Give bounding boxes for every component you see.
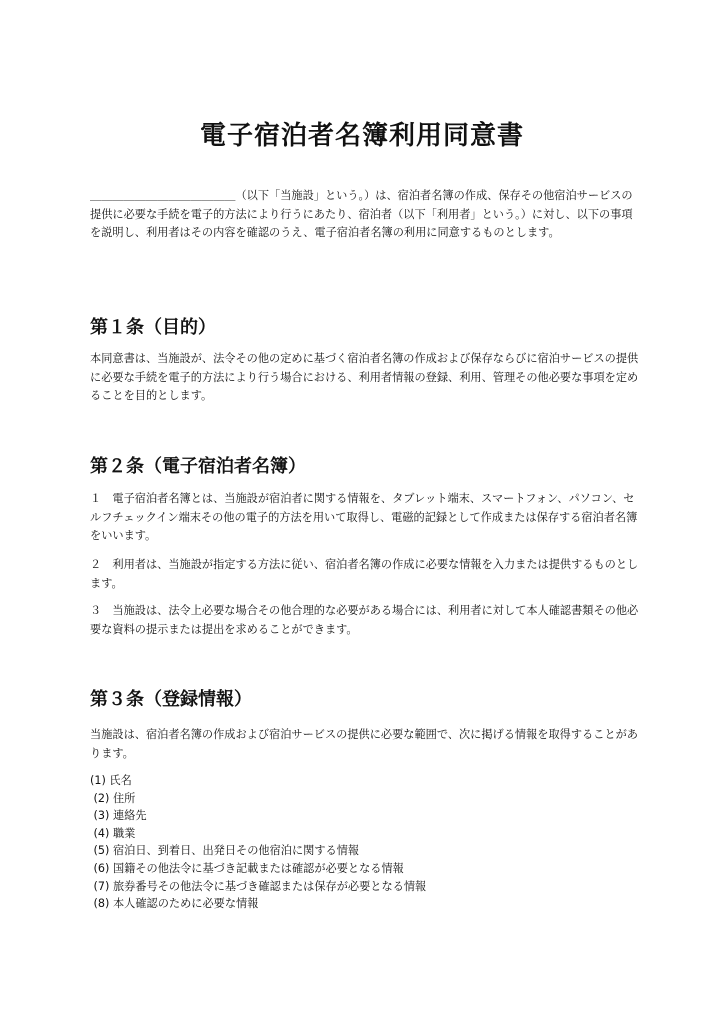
list-item: (3) 連絡先 (90, 809, 147, 823)
article-2-paragraph-1: １ 電子宿泊者名簿とは、当施設が宿泊者に関する情報を、タブレット端末、スマートフォン、パソコン、セルフチェックイン端末その他の電子的方法を用いて取得し、電磁的記録として作成または保存する宿泊者名簿をいいます。 (90, 492, 638, 542)
article-3-body: 当施設は、宿泊者名簿の作成および宿泊サービスの提供に必要な範囲で、次に掲げる情報を取得することがあります。 (90, 728, 638, 760)
article-3-heading: 第３条（登録情報） (90, 689, 252, 710)
article-2-paragraph-2: ２ 利用者は、当施設が指定する方法に従い、宿泊者名簿の作成に必要な情報を入力または提供するものとします。 (90, 558, 639, 590)
article-1-heading: 第１条（目的） (90, 317, 216, 338)
article-2-paragraph-3: ３ 当施設は、法令上必要な場合その他合理的な必要がある場合には、利用者に対して本人確認書類その他必要な資料の提示または提出を求めることができます。 (90, 604, 639, 636)
intro-paragraph: ＿＿＿＿＿＿＿＿＿＿＿＿＿（以下「当施設」という。）は、宿泊者名簿の作成、保存その他宿泊サービスの提供に必要な手続を電子的方法により行うにあたり、宿泊者（以下「利用者」という。）に対し、以下の事項を説明し、利用者はその内容を確認のうえ、電子宿泊者名簿の利用に同意するものとします。 (90, 189, 633, 239)
list-item: (7) 旅券番号その他法令に基づき確認または保存が必要となる情報 (90, 879, 427, 893)
list-item: (5) 宿泊日、到着日、出発日その他宿泊に関する情報 (90, 844, 360, 858)
article-2-heading: 第２条（電子宿泊者名簿） (90, 456, 306, 477)
list-item: (4) 職業 (90, 826, 136, 840)
list-item: (1) 氏名 (90, 774, 132, 787)
article-1-body: 本同意書は、当施設が、法令その他の定めに基づく宿泊者名簿の作成および保存ならびに宿泊サービスの提供に必要な手続を電子的方法により行う場合における、利用者情報の登録、利用、管理その他必要な事項を定めることを目的とします。 (90, 352, 639, 402)
list-item: (8) 本人確認のために必要な情報 (90, 897, 259, 911)
list-item: (6) 国籍その他法令に基づき記載または確認が必要となる情報 (90, 861, 404, 875)
registration-info-list (90, 772, 642, 913)
list-item: (2) 住所 (90, 791, 136, 805)
document-title: 電子宿泊者名簿利用同意書 (199, 121, 524, 151)
